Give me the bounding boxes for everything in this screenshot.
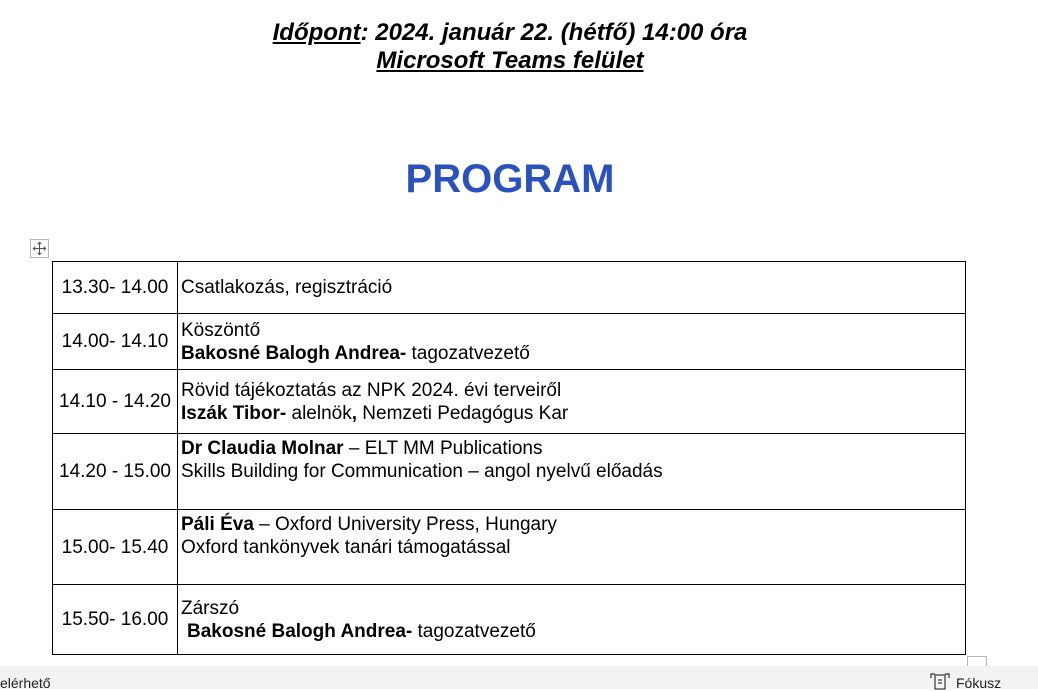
speaker-organization: Nemzeti Pedagógus Kar [357, 402, 569, 424]
speaker-name: Bakosné Balogh Andrea- [181, 342, 407, 364]
speaker-line [181, 402, 965, 425]
table-row[interactable] [53, 314, 966, 370]
table-row[interactable] [53, 585, 966, 655]
table-row[interactable] [53, 262, 966, 314]
speaker-role: tagozatvezető [412, 620, 536, 642]
event-date-line [0, 19, 1020, 47]
focus-mode-button[interactable] [930, 672, 1001, 691]
move-icon [32, 241, 47, 256]
date-label: Időpont [272, 19, 361, 46]
speaker-line [181, 513, 965, 536]
speaker-line [181, 620, 965, 643]
table-row[interactable] [53, 434, 966, 510]
description-cell[interactable] [178, 314, 966, 370]
table-move-handle[interactable] [30, 239, 49, 258]
talk-title: Skills Building for Communication – angol nyelvű előadás [181, 461, 663, 482]
speaker-line [181, 437, 965, 460]
description-cell[interactable] [178, 585, 966, 655]
agenda-item: Köszöntő [181, 319, 261, 341]
location-value: Microsoft Teams felület [376, 47, 644, 74]
speaker-name: Iszák Tibor- [181, 402, 287, 424]
description-cell[interactable] [178, 510, 966, 585]
speaker-role-comma: , [351, 402, 358, 424]
time-cell[interactable]: 14.10 - 14.20 [53, 370, 178, 434]
table-row[interactable] [53, 510, 966, 585]
event-location-line [0, 47, 1020, 75]
agenda-item: Csatlakozás, regisztráció [181, 277, 393, 298]
speaker-affiliation: – Oxford University Press, Hungary [253, 514, 557, 535]
time-cell[interactable]: 13.30- 14.00 [53, 262, 178, 314]
speaker-line [181, 342, 965, 365]
description-cell[interactable] [178, 434, 966, 510]
speaker-role: tagozatvezető [406, 342, 530, 364]
speaker-affiliation: – ELT MM Publications [343, 438, 543, 459]
agenda-item: Rövid tájékoztatás az NPK 2024. évi terveiről [181, 379, 562, 401]
talk-title: Oxford tankönyvek tanári támogatással [181, 537, 511, 558]
time-cell[interactable]: 15.50- 16.00 [53, 585, 178, 655]
focus-icon [930, 673, 950, 690]
time-cell[interactable]: 15.00- 15.40 [53, 510, 178, 585]
description-cell[interactable] [178, 262, 966, 314]
status-bar [0, 666, 1038, 689]
time-cell[interactable]: 14.20 - 15.00 [53, 434, 178, 510]
speaker-name: Páli Éva [181, 514, 254, 535]
accessibility-status[interactable]: elérhető [0, 675, 51, 691]
focus-label: Fókusz [956, 675, 1002, 691]
date-value: : 2024. január 22. (hétfő) 14:00 óra [360, 19, 748, 46]
agenda-item: Zárszó [181, 597, 240, 619]
speaker-name: Bakosné Balogh Andrea- [187, 620, 413, 642]
program-table[interactable] [52, 261, 966, 655]
program-title: PROGRAM [405, 157, 615, 201]
description-cell[interactable] [178, 370, 966, 434]
table-row[interactable] [53, 370, 966, 434]
speaker-name: Dr Claudia Molnar [181, 438, 344, 459]
speaker-role: alelnök [286, 402, 352, 424]
time-cell[interactable]: 14.00- 14.10 [53, 314, 178, 370]
